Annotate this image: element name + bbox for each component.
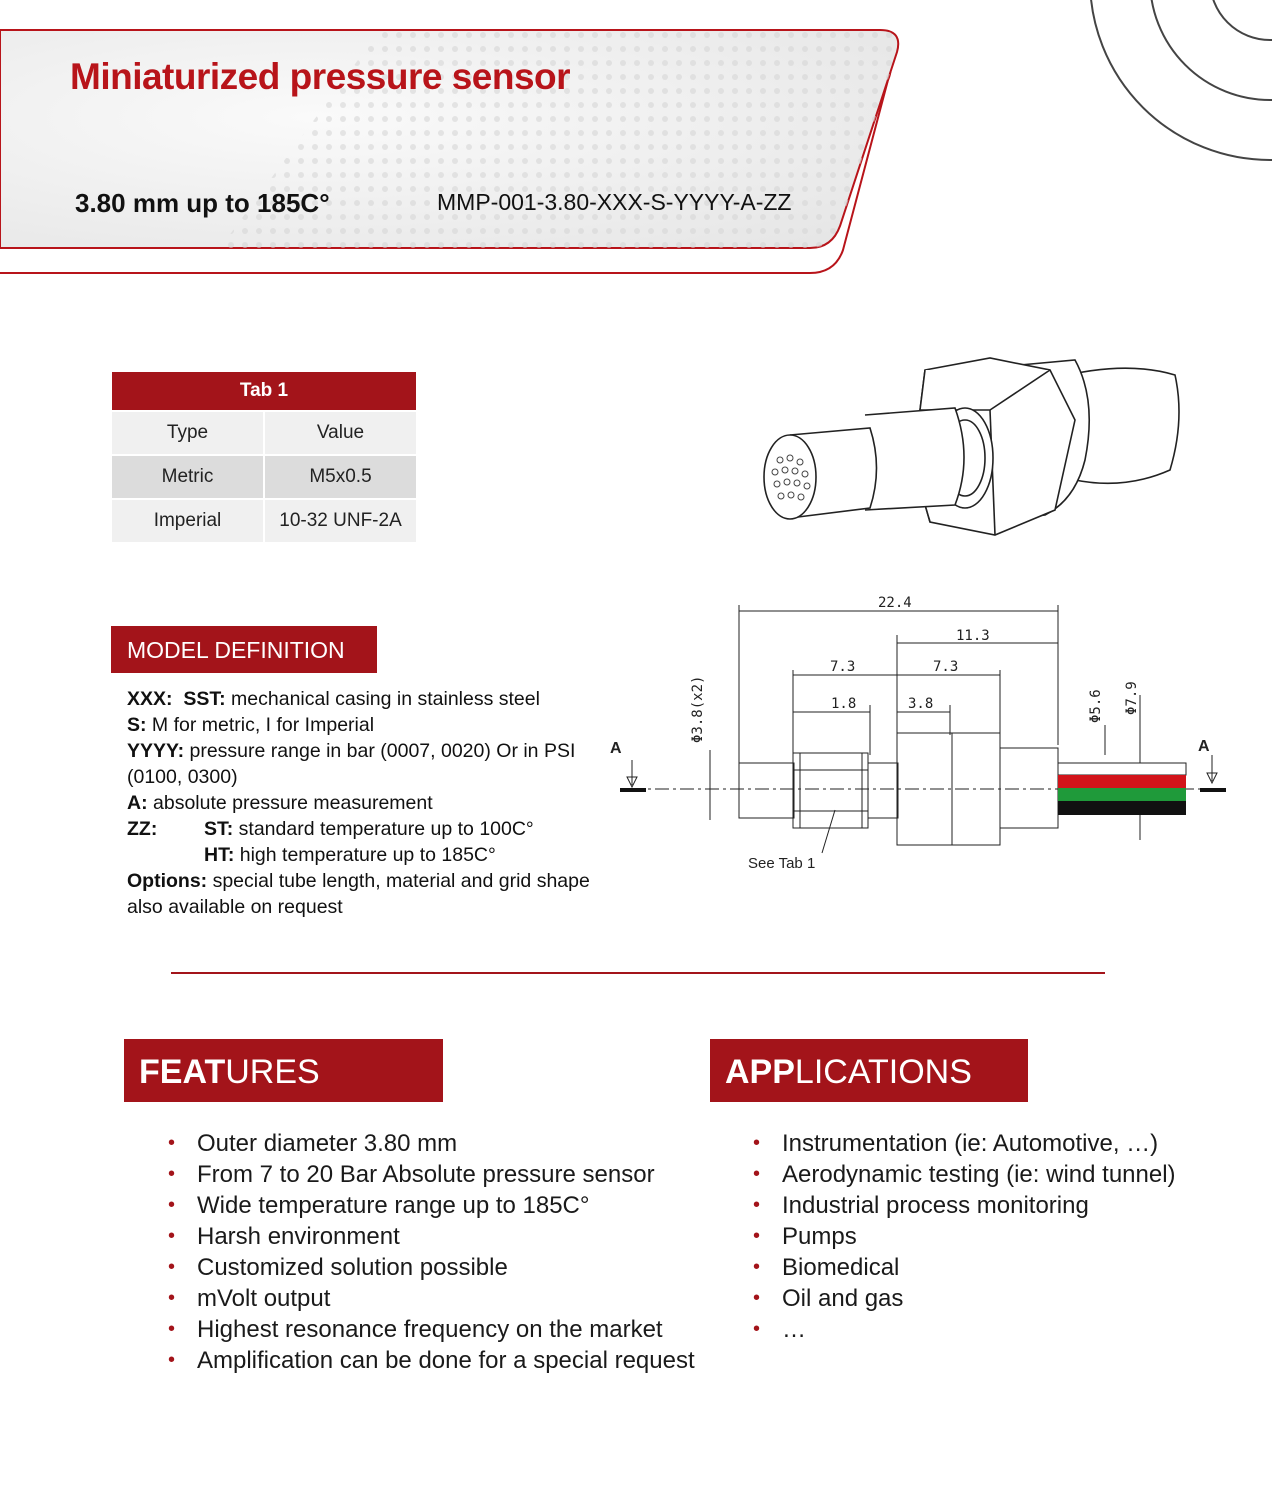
dim-right: 11.3	[956, 628, 990, 644]
yyyy-text-cont: (0100, 0300)	[127, 766, 238, 788]
ht-key: HT:	[204, 844, 235, 866]
sst-key: SST:	[183, 688, 226, 710]
table-cell: 10-32 UNF-2A	[265, 500, 416, 542]
s-key: S:	[127, 714, 147, 736]
options-text: special tube length, material and grid shape	[212, 870, 590, 892]
table-header-cell: Type	[112, 412, 263, 454]
dia-outer: Φ7.9	[1124, 681, 1140, 715]
model-definition-body	[127, 686, 627, 920]
list-item: • Pumps	[753, 1221, 1176, 1252]
features-heading-rest: URES	[225, 1053, 320, 1091]
section-divider	[171, 972, 1105, 974]
list-item: • Industrial process monitoring	[753, 1190, 1176, 1221]
yyyy-key: YYYY:	[127, 740, 185, 762]
s-text: M for metric, I for Imperial	[151, 714, 375, 736]
list-item: • Harsh environment	[168, 1221, 695, 1252]
page-title: Miniaturized pressure sensor	[70, 56, 571, 97]
table-cell: M5x0.5	[265, 456, 416, 498]
zz-key: ZZ:	[127, 818, 158, 840]
list-item: • Oil and gas	[753, 1283, 1176, 1314]
table-cell: Imperial	[112, 500, 263, 542]
features-heading	[124, 1039, 443, 1102]
list-item: • Aerodynamic testing (ie: wind tunnel)	[753, 1159, 1176, 1190]
list-item: • Biomedical	[753, 1252, 1176, 1283]
spec-table	[112, 372, 416, 542]
table-row	[112, 456, 416, 498]
table-header-cell: Value	[265, 412, 416, 454]
table-cell: Metric	[112, 456, 263, 498]
list-item: • Wide temperature range up to 185C°	[168, 1190, 695, 1221]
header-background	[0, 0, 1272, 300]
list-item: • mVolt output	[168, 1283, 695, 1314]
list-item: • Highest resonance frequency on the market	[168, 1314, 695, 1345]
applications-heading-bold: APP	[725, 1053, 795, 1091]
table-header-row	[112, 412, 416, 454]
list-item: • Amplification can be done for a special request	[168, 1345, 695, 1376]
list-item: • …	[753, 1314, 1176, 1345]
section-label-right: A	[1198, 738, 1210, 755]
dim-mid: 7.3	[933, 659, 959, 675]
sst-text: mechanical casing in stainless steel	[231, 688, 540, 710]
st-key: ST:	[204, 818, 234, 840]
features-heading-bold: FEAT	[139, 1053, 226, 1091]
a-key: A:	[127, 792, 148, 814]
dim-thread: 3.8	[908, 696, 934, 712]
see-tab-label: See Tab 1	[748, 855, 816, 872]
applications-heading-rest: LICATIONS	[794, 1053, 972, 1091]
a-text: absolute pressure measurement	[153, 792, 433, 814]
section-label-left: A	[610, 740, 622, 757]
list-item: • Outer diameter 3.80 mm	[168, 1128, 695, 1159]
features-list	[168, 1128, 695, 1376]
subtitle: 3.80 mm up to 185C°	[75, 188, 330, 218]
dim-small: 1.8	[831, 696, 857, 712]
options-key: Options:	[127, 870, 208, 892]
dim-total: 22.4	[878, 595, 912, 611]
applications-heading	[710, 1039, 1028, 1102]
list-item: • From 7 to 20 Bar Absolute pressure sensor	[168, 1159, 695, 1190]
yyyy-text: pressure range in bar (0007, 0020) Or in PSI	[189, 740, 576, 762]
technical-drawing	[600, 585, 1240, 885]
dia-inner: Φ5.6	[1088, 689, 1104, 723]
model-code: MMP-001-3.80-XXX-S-YYYY-A-ZZ	[437, 189, 792, 215]
table-title: Tab 1	[112, 372, 416, 410]
dim-left: 7.3	[830, 659, 856, 675]
table-row	[112, 500, 416, 542]
model-definition-heading: MODEL DEFINITION	[111, 626, 377, 673]
ht-text: high temperature up to 185C°	[239, 844, 496, 866]
list-item: • Instrumentation (ie: Automotive, …)	[753, 1128, 1176, 1159]
list-item: • Customized solution possible	[168, 1252, 695, 1283]
st-text: standard temperature up to 100C°	[238, 818, 534, 840]
sensor-illustration	[745, 340, 1195, 560]
applications-list	[753, 1128, 1176, 1345]
options-text-cont: also available on request	[127, 896, 343, 918]
xxx-key: XXX:	[127, 688, 173, 710]
dia-tube: Φ3.8(x2)	[690, 675, 706, 743]
